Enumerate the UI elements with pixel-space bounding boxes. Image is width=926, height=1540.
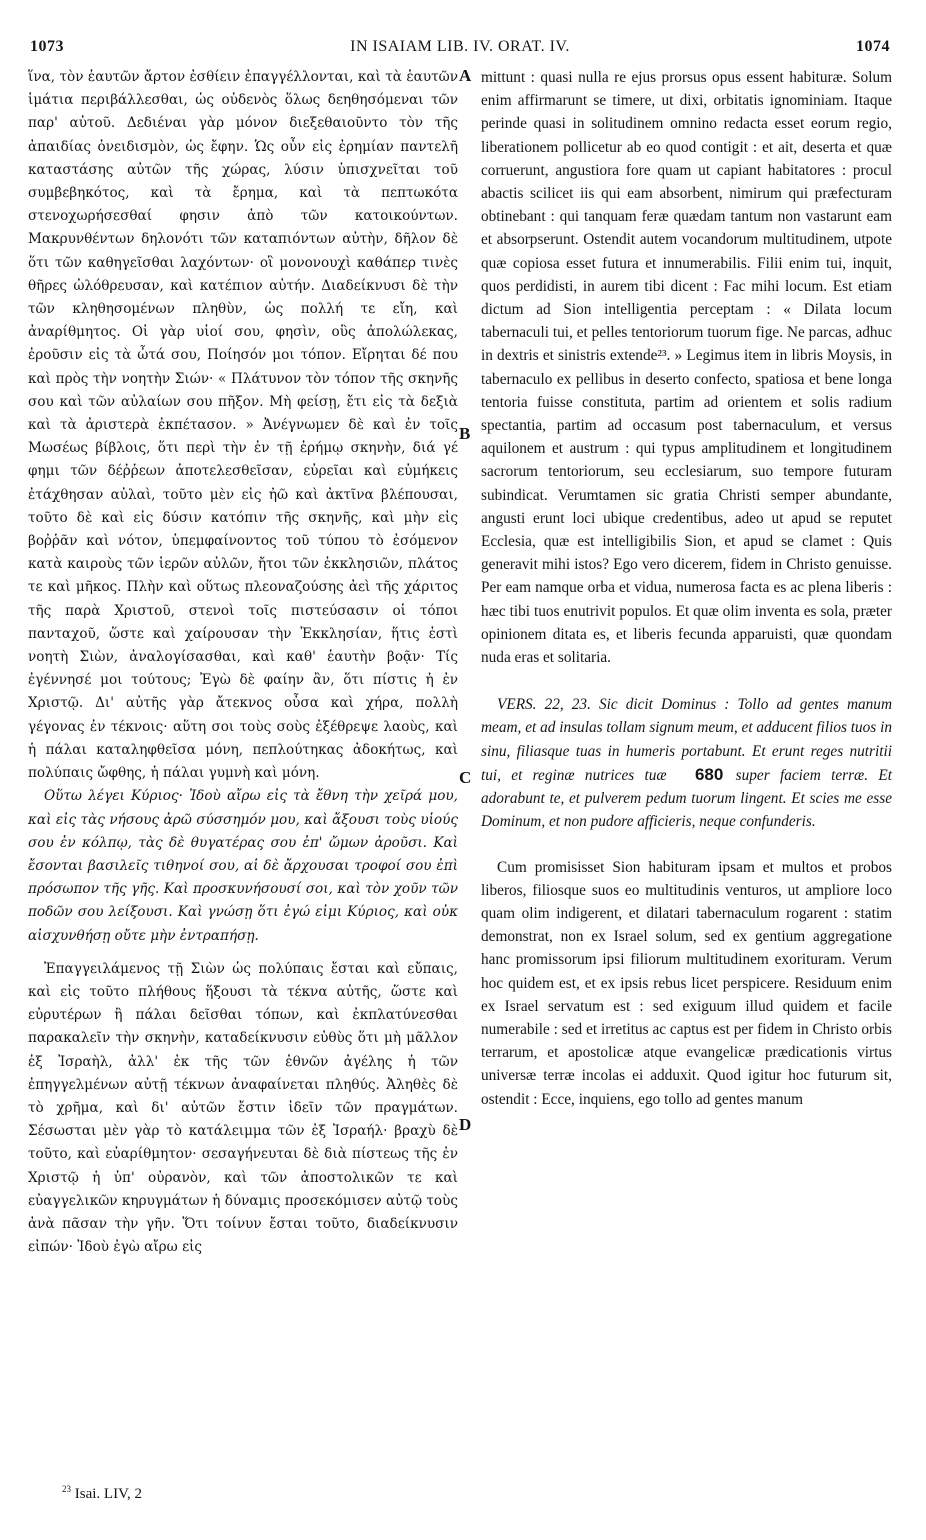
- running-header: [30, 38, 890, 60]
- section-marker-c: C: [459, 768, 472, 787]
- greek-verse: Οὕτω λέγει Κύριος· Ἰδοὺ αἴρω εἰς τὰ ἔθνη τὴν χεῖρά μου, καὶ εἰς τὰς νήσους ἀρῶ σύσσημόν μου, καὶ ἄξουσι τοὺς υἱούς σου ἐν κόλπῳ, τὰς δὲ θυγατέρας σου ἐπ' ὤμων ἀροῦσι. Καὶ ἔσονται βασιλεῖς τιθηνοί σου, αἱ δὲ ἄρχουσαι τροφοί σου ἐπὶ πρόσωπον τῆς γῆς. Καὶ προσκυνήσουσί σοι, καὶ τὸν χοῦν τῶν ποδῶν σου λείξουσι. Καὶ γνώσῃ ὅτι ἐγώ εἰμι Κύριος, καὶ οὐκ αἰσχυνθήσῃ οὔτε μὴν ἐντραπήσῃ.: [28, 788, 458, 944]
- section-marker-b: B: [459, 424, 471, 443]
- greek-paragraph-2: Ἐπαγγειλάμενος τῇ Σιὼν ὡς πολύπαις ἔσται καὶ εὔπαις, καὶ εἰς τοῦτο πλήθους ἥξουσι τὰ τέκνα αὐτῆς, ὥστε καὶ εὐρυτέρων ἢ πάλαι δεῖσθαι τόπων, καὶ ἐκπλατύνεσθαι παρακαλεῖν τὴν σκηνὴν, καταδείκνυσιν εὐθὺς ὅτι μὴ μᾶλλον ἐξ Ἰσραὴλ, ἀλλ' ἐκ τῆς τῶν ἐθνῶν ἀγέλης ἡ τῶν ἐπηγγελμένων αὐτῇ τέκνων ἀναφαίνεται πληθύς. Ἀληθὲς δὲ τὸ χρῆμα, καὶ δι' αὐτῶν ἔστιν ἰδεῖν τῶν πραγμάτων. Σέσωσται μὲν γὰρ τὸ κατάλειμμα τῶν ἐξ Ἰσραήλ· βραχὺ δὲ τοῦτο, καὶ εὐαρίθμητον· σεσαγήνευται δὲ διὰ πίστεως τῆς ἐν Χριστῷ ἡ ὑπ' οὐρανὸν, καὶ τῶν ἀποστολικῶν τε καὶ εὐαγγελικῶν κηρυγμάτων ἡ δύναμις προσεκόμισεν αὐτῷ τοὺς ἀνὰ πᾶσαν τὴν γῆν. Ὅτι τοίνυν ἔσται τοῦτο, διαδείκνυσιν εἰπών· Ἰδοὺ ἐγὼ αἴρω εἰς: [28, 960, 458, 1256]
- latin-verse: [481, 693, 892, 833]
- running-title: IN ISAIAM LIB. IV. ORAT. IV.: [350, 38, 570, 55]
- column-number-badge: 680: [694, 764, 724, 784]
- latin-verse-text-a: VERS. 22, 23. Sic dicit Dominus : Tollo ad gentes manum meam, et ad insulas tollam signum meum, et adducent filios tuos in sinu, filiasque tuas in humeris portabunt. Et erunt reges nutritii tui, et reginæ nutrices tuæ: [481, 696, 892, 784]
- latin-verse-text-b: super faciem terræ. Et adorabunt te, et pulverem pedum tuorum lingent. Et scies me esse Dominum, et non pudore afficieris, neque confunderis.: [481, 766, 892, 831]
- page-number-left: 1073: [30, 38, 64, 55]
- footnote-mark: 23: [62, 1484, 71, 1494]
- greek-paragraph-1: ἵνα, τὸν ἑαυτῶν ἄρτον ἐσθίειν ἐπαγγέλλονται, καὶ τὰ ἑαυτῶν ἱμάτια περιβάλλεσθαι, ὡς οὐδενὸς ὅλως δεηθησόμεναι τῶν παρ' αὐτοῦ. Δεδιέναι γὰρ μόνον διεξεθαιοῦντο τὸν τῆς ἀπαιδίας ὀνειδισμὸν, ὡς ἔφην. Ὡς οὖν εἰς ἐρημίαν παντελῆ καταστάσης αὐτῶν τῆς χώρας, λύσιν ὑπισχνεῖται τοῦ συμβεβηκότος, καὶ τὰ ἔρημα, καὶ τὰ πεπτωκότα στενοχωρήσεσθαί φησιν ἀπὸ τῶν κατοικούντων. Μακρυνθέντων δηλονότι τῶν καταπιόντων αὐτὴν, δῆλον δὲ ὅτι τῶν καθηγεῖσθαι λαχόντων· οἳ μονονουχὶ καθάπερ τινὲς θῆρες ὠλόθρευσαν, καὶ κατέπιον αὐτήν. Διαδείκνυσι δὲ τὴν τῶν κληθησομένων πληθὺν, ὡς πολλή τε εἴη, καὶ ἀναρίθμητος. Οἱ γὰρ υἱοί σου, φησὶν, οὓς ἀπολώλεκας, ἐροῦσιν εἰς τὰ ὦτά σου, Ποίησόν μοι τόπον. Εἴρηται δέ που καὶ πρὸς τὴν νοητὴν Σιών· « Πλάτυνον τὸν τόπον τῆς σκηνῆς σου καὶ τῶν αὐλαίων σου πῆξον. Μὴ φείσῃ, ἔτι εἰς τὰ δεξιὰ καὶ τὰ ἀριστερὰ ἐκπέτασον. » Ἀνέγνωμεν δὲ καὶ ἐν τοῖς Μωσέως βίβλοις, ὅτι περὶ τὴν ἐν τῇ ἐρήμῳ σκηνὴν, διά γέ φημι τῶν δέῤῥεων ἀποτελεσθεῖσαν, εὐρεῖαι καὶ εὐμήκεις ἐτάχθησαν αὐλαὶ, τοῦτο μὲν εἰς ἠῶ καὶ ἀκτῖνα βλέπουσαι, τοῦτο δὲ καὶ εἰς δύσιν κατόπιν τῆς σκηνῆς, καὶ μὴν εἰς βοῤῥᾶν καὶ νότον, ὑπεμφαίνοντος τοῦ τύπου τὸ ἐσόμενον κατὰ καιροὺς τῶν ἱερῶν αὐλῶν, ἤτοι τῶν ἐκκλησιῶν, πλάτος τε καὶ μῆκος. Πλὴν καὶ οὕτως πλεοναζούσης ἀεὶ τῆς χάριτος τῆς παρὰ Χριστοῦ, στενοὶ τοῖς πιστεύσασιν οἱ τόποι πανταχοῦ, ὥστε καὶ χαίρουσαν τὴν Ἐκκλησίαν, ἥτις ἐστὶ νοητὴ Σιὼν, ἀναλογίσασθαι, καὶ καθ' ἑαυτὴν βοᾷν· Τίς ἐγέννησέ μοι τούτους; Ἐγὼ δὲ φαίην ἂν, ὅτι πίστις ἡ ἐν Χριστῷ. Δι' αὐτῆς γὰρ ἄτεκνος οὖσα καὶ χήρα, πολλὴ γέγονας ἐν τέκνοις· αὕτη σοι τοὺς σοὺς ἐξέθρεψε λαοὺς, καὶ ἡ πάλαι καταληφθεῖσα μόνη, πεπλούτηκας ἀδοκήτως, καὶ πολύπαις ὤφθης, ἡ πάλαι γυμνὴ καὶ μόνη.: [28, 69, 458, 782]
- greek-column: [28, 66, 458, 1259]
- footnote: [62, 1484, 142, 1503]
- latin-paragraph-1: mittunt : quasi nulla re ejus prorsus opus essent habituræ. Solum enim affirmarunt se timere, ut dixi, orbitatis ignominiam. Itaque perinde quasi in solitudinem omnino redacta esset eorum regio, liberationem pollicetur ab eo quod contigit : et ait, deserta et quæ corruerunt, angustiora fore quam ut capiant habitatores : procul abactis scilicet iis qui eam absorbent, nimirum qui præfecturam obtinebant : qui tanquam feræ quædam tantum non vastarunt eam et absorpserunt. Ostendit autem vocandorum multitudinem, utpote quæ copiosa esset futura et innumerabilis. Filii enim tui, inquit, quos perdidisti, in aurem tibi dicent : Fac mihi locum. Est etiam dictum ad Sion intelligentia perceptam : « Dilata locum tabernaculi tui, et pelles tentoriorum tuorum fige. Ne parcas, adhuc in dextris et sinistris extende²³. » Legimus item in libris Moysis, in tabernaculo ex pellibus in deserto confecto, spatiosa et bene longa tentoria fuisse constituta, partim ad orientem et solis radium spectantia, partim ad occasum post tabernaculum, et versus aquilonem et austrum : qui typus amplitudinem et longitudinem sacrorum tentoriorum, seu ecclesiarum, suo tempore futuram subindicat. Verumtamen sic gratia Christi semper abundante, angusti erunt loci ubique credentibus, adeo ut apud se reputet Ecclesia, quæ est intelligibilis Sion, et apud se clamet : Quis generavit mihi istos? Ego vero dicerem, fidem in Christo genuisse. Per eam namque orba et vidua, numerosa facta es ac plena liberis : hæc tibi tuos enutrivit populos. Et quæ olim inventa es sola, præter opinionem ditata es, et liberis fecunda apparuisti, quæ quondam nuda eras et solitaria.: [481, 69, 892, 667]
- latin-paragraph-2: Cum promisisset Sion habituram ipsam et multos et probos liberos, filiosque suos eo multitudinis venturos, ut ampliore loco quam olim indigerent, et dilatari tabernaculum rogarent : statim demonstrat, non ex Israel solum, sed ex gentium aggregatione hanc promissorum ipsi filiorum multitudinem exorituram. Verum hoc quidem est, et ex ipsis rebus licet perspicere. Residuum enim ex Israel servatum est : sed exiguum illud quidem et facile numerabile : sed et irretitus ac captus est per fidem in Christo orbis terrarum, et apostolicæ atque evangelicæ prædicationis virtus universæ terræ incolas ei adduxit. Quod igitur hoc futurum sit, ostendit : Ecce, inquiens, ego tollo ad gentes manum: [481, 858, 892, 1108]
- footnote-text: Isai. LIV, 2: [74, 1486, 142, 1502]
- section-marker-a: A: [459, 66, 472, 85]
- section-marker-d: D: [459, 1115, 472, 1134]
- page-number-right: 1074: [856, 38, 890, 55]
- latin-column: [481, 66, 892, 1111]
